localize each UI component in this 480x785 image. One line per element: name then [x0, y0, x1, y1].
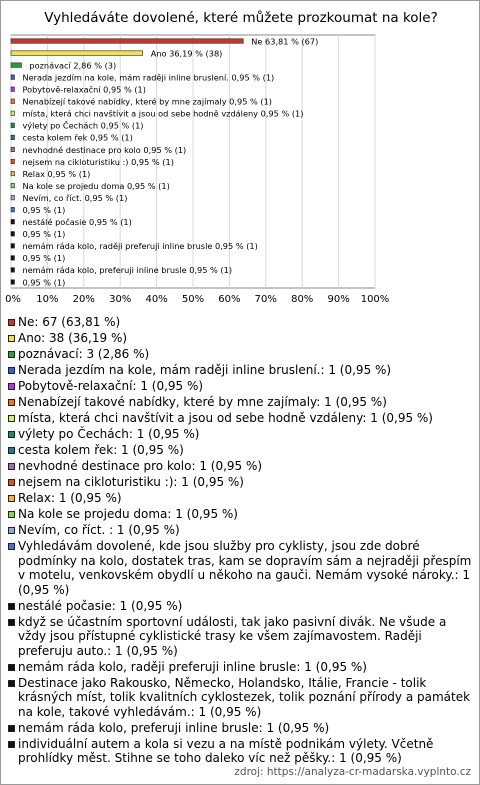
bar-label: nevhodné destinace pro kolo 0,95 % (1)	[22, 144, 187, 155]
legend-swatch	[8, 351, 15, 358]
bar	[11, 111, 14, 116]
bar	[11, 123, 14, 128]
bar	[11, 75, 14, 80]
bar	[11, 268, 14, 273]
legend-item	[7, 427, 473, 442]
bar	[11, 207, 14, 212]
bar-label: Pobytově-relaxační 0,95 % (1)	[22, 84, 146, 95]
bar-label: Ano 36,19 % (38)	[150, 48, 223, 59]
legend-item	[7, 539, 473, 597]
legend-text: Nenabízejí takové nabídky, které by mne zajímaly: 1 (0,95 %)	[18, 395, 387, 409]
source-note: zdroj: https://analyza-cr-madarska.vyplnto.cz	[234, 766, 471, 778]
legend-swatch	[8, 495, 15, 502]
legend-text: nejsem na cikloturistiku :): 1 (0,95 %)	[18, 475, 244, 489]
legend-text: nevhodné destinace pro kolo: 1 (0,95 %)	[18, 459, 263, 473]
x-tick-label: 60%	[218, 294, 241, 305]
legend-item	[7, 599, 473, 614]
x-tick-label: 100%	[360, 294, 390, 305]
legend-text: Relax: 1 (0,95 %)	[18, 491, 122, 505]
legend-text: nestálé počasie: 1 (0,95 %)	[18, 598, 183, 613]
legend-item	[7, 459, 473, 474]
legend-text: poznávací: 3 (2,86 %)	[18, 347, 150, 361]
bar-chart	[1, 1, 479, 311]
bar-label: Ne 63,81 % (67)	[251, 36, 319, 47]
legend-swatch	[8, 741, 15, 748]
bar	[11, 159, 14, 164]
bar-label: Nerada jezdím na kole, mám raději inline bruslení. 0,95 % (1)	[22, 72, 275, 83]
legend-item	[7, 660, 473, 675]
legend-swatch	[8, 383, 15, 390]
legend-item	[7, 331, 473, 346]
bar-label: cesta kolem řek 0,95 % (1)	[22, 132, 133, 143]
bar	[11, 63, 21, 68]
legend-text: individuální autem a kola si vezu a na místě podnikám výlety. Včetně prohlídky měst. Stihne se toho daleko víc než pěšky.: 1 (0,95 %)	[18, 736, 434, 765]
legend-swatch	[8, 335, 15, 342]
bar	[11, 244, 14, 249]
x-tick-label: 80%	[291, 294, 314, 305]
x-tick-label: 0%	[5, 294, 21, 305]
bar	[11, 183, 14, 188]
legend-swatch	[8, 680, 15, 687]
bar	[11, 147, 14, 152]
legend-swatch	[8, 527, 15, 534]
bar-label: nejsem na cikloturistiku :) 0,95 % (1)	[22, 156, 174, 167]
legend-item	[7, 737, 473, 766]
bar	[11, 195, 14, 200]
legend-text: Pobytově-relaxační: 1 (0,95 %)	[18, 379, 204, 393]
legend-item	[7, 395, 473, 410]
legend-item	[7, 315, 473, 330]
legend-swatch	[8, 447, 15, 454]
bar-label: Nevím, co říct. 0,95 % (1)	[22, 192, 128, 203]
chart-title: Vyhledáváte dovolené, které můžete prozkoumat na kole?	[44, 10, 438, 26]
legend-item	[7, 615, 473, 659]
x-tick-label: 30%	[109, 294, 132, 305]
legend-text: Na kole se projedu doma: 1 (0,95 %)	[18, 507, 238, 521]
legend-text: místa, která chci navštívit a jsou od sebe hodně vzdáleny: 1 (0,95 %)	[18, 411, 433, 425]
bar	[11, 219, 14, 224]
legend-item	[7, 347, 473, 362]
bar-label: 0,95 % (1)	[22, 253, 66, 264]
legend-item	[7, 475, 473, 490]
legend-swatch	[8, 543, 15, 550]
legend-item	[7, 721, 473, 736]
legend-swatch	[8, 479, 15, 486]
bar-label: Nenabízejí takové nabídky, které by mne zajímaly 0,95 % (1)	[22, 96, 272, 107]
chart-legend	[7, 315, 473, 767]
bar-label: místa, která chci navštívit a jsou od sebe hodně vzdáleny 0,95 % (1)	[22, 108, 304, 119]
legend-text: Vyhledávám dovolené, kde jsou služby pro cyklisty, jsou zde dobré podmínky na kolo, dostatek tras, kam se dopravím sám a nejraději přespím v motelu, venkovském obydlí u někoho na gauči. Nemám vysoké nároky.: 1 (0,95 %)	[18, 539, 472, 597]
legend-swatch	[8, 619, 15, 626]
bar	[11, 256, 14, 261]
bar	[11, 87, 14, 92]
bar-label: 0,95 % (1)	[22, 204, 66, 215]
bar-label: nemám ráda kolo, raději preferuji inline brusle 0,95 % (1)	[22, 241, 258, 252]
x-tick-label: 70%	[254, 294, 277, 305]
x-tick-label: 40%	[145, 294, 168, 305]
bar-label: 0,95 % (1)	[22, 229, 66, 240]
legend-item	[7, 363, 473, 378]
legend-text: Destinace jako Rakousko, Německo, Holandsko, Itálie, Francie - tolik krásných míst, tolik kvalitních cyklostezek, tolik poznání přírody a památek na kole, takové vyhledávám.: 1 (0,95 %)	[18, 675, 471, 719]
legend-text: nemám ráda kolo, preferuji inline brusle: 1 (0,95 %)	[18, 720, 330, 735]
bar	[11, 232, 14, 237]
legend-text: Nerada jezdím na kole, mám raději inline bruslení.: 1 (0,95 %)	[18, 363, 392, 377]
legend-item	[7, 507, 473, 522]
legend-swatch	[8, 399, 15, 406]
legend-item	[7, 523, 473, 538]
x-tick-label: 20%	[72, 294, 95, 305]
legend-swatch	[8, 725, 15, 732]
bar-label: nestálé počasie 0,95 % (1)	[22, 217, 132, 228]
legend-swatch	[8, 511, 15, 518]
legend-item	[7, 676, 473, 720]
legend-text: nemám ráda kolo, raději preferuji inline brusle: 1 (0,95 %)	[18, 659, 367, 674]
x-tick-label: 90%	[327, 294, 350, 305]
bar-label: výlety po Čechách 0,95 % (1)	[22, 120, 144, 131]
legend-text: Ne: 67 (63,81 %)	[18, 315, 121, 329]
legend-swatch	[8, 664, 15, 671]
bar-label: 0,95 % (1)	[22, 277, 66, 288]
bar	[11, 99, 14, 104]
legend-swatch	[8, 603, 15, 610]
bar-label: poznávací 2,86 % (3)	[29, 60, 117, 71]
bar-label: Na kole se projedu doma 0,95 % (1)	[22, 180, 170, 191]
legend-swatch	[8, 463, 15, 470]
legend-text: Ano: 38 (36,19 %)	[18, 331, 128, 345]
bar	[11, 171, 14, 176]
legend-text: když se účastním sportovní události, tak jako pasivní divák. Ne všude a vždy jsou přístupné cyklistické trasy ke všem zajímavostem. Raději preferuju auto.: 1 (0,95 %)	[18, 614, 447, 658]
legend-item	[7, 379, 473, 394]
bar-label: Relax 0,95 % (1)	[22, 168, 91, 179]
legend-swatch	[8, 319, 15, 326]
x-tick-label: 10%	[36, 294, 59, 305]
bar	[11, 39, 243, 44]
bar	[11, 280, 14, 285]
legend-item	[7, 491, 473, 506]
legend-swatch	[8, 431, 15, 438]
legend-swatch	[8, 367, 15, 374]
legend-text: cesta kolem řek: 1 (0,95 %)	[18, 443, 184, 457]
legend-swatch	[8, 415, 15, 422]
legend-item	[7, 411, 473, 426]
bar-label: nemám ráda kolo, preferuji inline brusle 0,95 % (1)	[22, 265, 233, 276]
legend-text: výlety po Čechách: 1 (0,95 %)	[18, 427, 200, 441]
x-tick-label: 50%	[181, 294, 205, 305]
legend-text: Nevím, co říct. : 1 (0,95 %)	[18, 523, 180, 537]
bar	[11, 135, 14, 140]
legend-item	[7, 443, 473, 458]
bar	[11, 51, 143, 56]
